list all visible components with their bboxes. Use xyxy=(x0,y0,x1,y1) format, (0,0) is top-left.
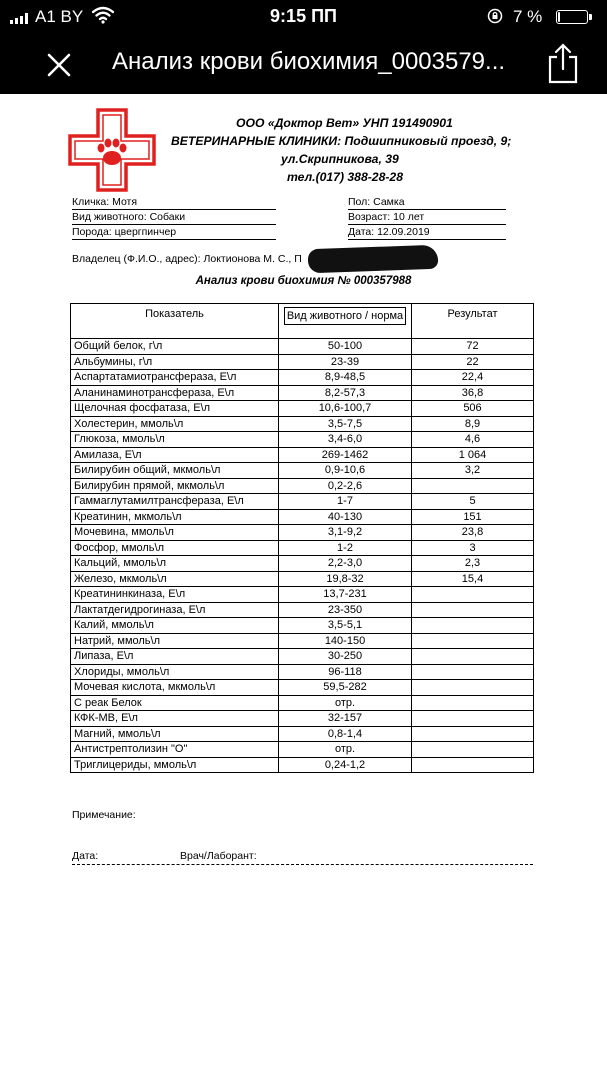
column-header xyxy=(279,304,412,339)
reference-norm: 30-250 xyxy=(279,649,412,665)
reference-norm: 3,1-9,2 xyxy=(279,525,412,541)
redaction-mark xyxy=(308,245,439,274)
result-value: 4,6 xyxy=(412,432,534,448)
table-row xyxy=(71,757,534,773)
reference-norm: отр. xyxy=(279,742,412,758)
reference-norm: 140-150 xyxy=(279,633,412,649)
results-table xyxy=(70,303,534,773)
reference-norm: 59,5-282 xyxy=(279,680,412,696)
result-value xyxy=(412,726,534,742)
result-value xyxy=(412,695,534,711)
result-value xyxy=(412,618,534,634)
reference-norm: 0,2-2,6 xyxy=(279,478,412,494)
table-row xyxy=(71,354,534,370)
indicator-name: Гаммаглутамилтрансфераза, Е\л xyxy=(71,494,279,510)
clock: 9:15 ПП xyxy=(270,6,337,26)
indicator-name: Общий белок, г\л xyxy=(71,339,279,355)
close-icon[interactable] xyxy=(42,48,76,82)
note-label: Примечание: xyxy=(72,809,136,821)
table-row xyxy=(71,478,534,494)
result-value xyxy=(412,742,534,758)
result-value xyxy=(412,680,534,696)
table-row xyxy=(71,649,534,665)
clinic-name: ООО «Доктор Вет» УНП 191490901 xyxy=(236,116,453,130)
table-row xyxy=(71,385,534,401)
result-value xyxy=(412,649,534,665)
indicator-name: Креатининкиназа, Е\л xyxy=(71,587,279,603)
battery-percent: 7 % xyxy=(513,7,543,26)
result-value: 23,8 xyxy=(412,525,534,541)
result-value: 506 xyxy=(412,401,534,417)
reference-norm: 96-118 xyxy=(279,664,412,680)
indicator-name: Хлориды, ммоль\л xyxy=(71,664,279,680)
reference-norm: 40-130 xyxy=(279,509,412,525)
indicator-name: Мочевина, ммоль\л xyxy=(71,525,279,541)
reference-norm: 3,5-7,5 xyxy=(279,416,412,432)
table-row xyxy=(71,602,534,618)
carrier-name: A1 BY xyxy=(35,7,84,26)
result-value: 8,9 xyxy=(412,416,534,432)
indicator-name: Амилаза, Е\л xyxy=(71,447,279,463)
status-bar xyxy=(0,0,607,34)
indicator-name: Фосфор, ммоль\л xyxy=(71,540,279,556)
result-value xyxy=(412,587,534,603)
table-row xyxy=(71,463,534,479)
signature-line xyxy=(72,864,533,865)
result-value: 1 064 xyxy=(412,447,534,463)
reference-norm: 10,6-100,7 xyxy=(279,401,412,417)
clinic-address-line: ВЕТЕРИНАРНЫЕ КЛИНИКИ: Подшипниковый проезд, 9; xyxy=(171,134,512,148)
result-value xyxy=(412,602,534,618)
reference-norm: 13,7-231 xyxy=(279,587,412,603)
indicator-name: Натрий, ммоль\л xyxy=(71,633,279,649)
doctor-label: Врач/Лаборант: xyxy=(180,850,257,862)
analysis-title: Анализ крови биохимия № 000357988 xyxy=(195,275,412,287)
result-value: 2,3 xyxy=(412,556,534,572)
pet-breed: Порода: цвергпинчер xyxy=(72,226,276,240)
indicator-name: Билирубин общий, мкмоль\л xyxy=(71,463,279,479)
reference-norm: 1-7 xyxy=(279,494,412,510)
table-row xyxy=(71,680,534,696)
indicator-name: Триглицериды, ммоль\л xyxy=(71,757,279,773)
table-row xyxy=(71,726,534,742)
indicator-name: КФК-МВ, Е\л xyxy=(71,711,279,727)
table-row xyxy=(71,432,534,448)
reference-norm: 23-39 xyxy=(279,354,412,370)
indicator-name: Липаза, Е\л xyxy=(71,649,279,665)
battery-icon xyxy=(556,10,588,24)
table-row xyxy=(71,742,534,758)
table-row xyxy=(71,571,534,587)
result-value: 72 xyxy=(412,339,534,355)
indicator-name: Железо, мкмоль\л xyxy=(71,571,279,587)
result-value xyxy=(412,633,534,649)
reference-norm: 8,2-57,3 xyxy=(279,385,412,401)
table-row xyxy=(71,416,534,432)
result-value: 5 xyxy=(412,494,534,510)
indicator-name: Глюкоза, ммоль\л xyxy=(71,432,279,448)
table-row xyxy=(71,540,534,556)
table-row xyxy=(71,618,534,634)
result-value: 22,4 xyxy=(412,370,534,386)
pet-species: Вид животного: Собаки xyxy=(72,211,276,225)
clinic-logo xyxy=(68,108,156,192)
clinic-phone: тел.(017) 388-28-28 xyxy=(287,170,403,184)
reference-norm: 0,8-1,4 xyxy=(279,726,412,742)
exam-date: Дата: 12.09.2019 xyxy=(348,226,506,240)
result-value: 15,4 xyxy=(412,571,534,587)
column-header: Результат xyxy=(412,304,534,339)
table-row xyxy=(71,711,534,727)
indicator-name: С реак Белок xyxy=(71,695,279,711)
indicator-name: Альбумины, г\л xyxy=(71,354,279,370)
table-row xyxy=(71,339,534,355)
reference-norm: 2,2-3,0 xyxy=(279,556,412,572)
result-value: 22 xyxy=(412,354,534,370)
clinic-header xyxy=(166,114,586,186)
document-title: Анализ крови биохимия_0003579... xyxy=(112,48,506,75)
table-body xyxy=(71,339,534,773)
reference-norm: 50-100 xyxy=(279,339,412,355)
table-row xyxy=(71,509,534,525)
norm-header-label: Вид животного / норма xyxy=(284,307,406,325)
indicator-name: Билирубин прямой, мкмоль\л xyxy=(71,478,279,494)
indicator-name: Лактатдегидрогиназа, Е\л xyxy=(71,602,279,618)
reference-norm: отр. xyxy=(279,695,412,711)
indicator-name: Магний, ммоль\л xyxy=(71,726,279,742)
reference-norm: 19,8-32 xyxy=(279,571,412,587)
table-row xyxy=(71,664,534,680)
table-row xyxy=(71,401,534,417)
reference-norm: 269-1462 xyxy=(279,447,412,463)
table-row xyxy=(71,494,534,510)
table-row xyxy=(71,633,534,649)
reference-norm: 3,5-5,1 xyxy=(279,618,412,634)
reference-norm: 32-157 xyxy=(279,711,412,727)
nav-bar xyxy=(0,34,607,94)
indicator-name: Антистрептолизин "О" xyxy=(71,742,279,758)
pet-age: Возраст: 10 лет xyxy=(348,211,506,225)
reference-norm: 0,9-10,6 xyxy=(279,463,412,479)
result-value: 151 xyxy=(412,509,534,525)
indicator-name: Мочевая кислота, мкмоль\л xyxy=(71,680,279,696)
table-row xyxy=(71,370,534,386)
battery-level xyxy=(558,12,560,22)
table-row xyxy=(71,447,534,463)
table-header-row xyxy=(71,304,534,339)
reference-norm: 1-2 xyxy=(279,540,412,556)
table-row xyxy=(71,587,534,603)
result-value xyxy=(412,664,534,680)
indicator-name: Креатинин, мкмоль\л xyxy=(71,509,279,525)
pet-sex: Пол: Самка xyxy=(348,196,506,210)
signature-date-label: Дата: xyxy=(72,850,99,862)
column-header: Показатель xyxy=(71,304,279,339)
indicator-name: Холестерин, ммоль\л xyxy=(71,416,279,432)
indicator-name: Аспартатамиотрансфераза, Е\л xyxy=(71,370,279,386)
indicator-name: Калий, ммоль\л xyxy=(71,618,279,634)
indicator-name: Аланинаминотрансфераза, Е\л xyxy=(71,385,279,401)
result-value xyxy=(412,478,534,494)
reference-norm: 0,24-1,2 xyxy=(279,757,412,773)
pet-name: Кличка: Мотя xyxy=(72,196,276,210)
reference-norm: 8,9-48,5 xyxy=(279,370,412,386)
reference-norm: 23-350 xyxy=(279,602,412,618)
reference-norm: 3,4-6,0 xyxy=(279,432,412,448)
share-icon[interactable] xyxy=(546,42,580,84)
document-page[interactable] xyxy=(0,94,607,1080)
table-row xyxy=(71,556,534,572)
result-value xyxy=(412,757,534,773)
table-row xyxy=(71,695,534,711)
indicator-name: Кальций, ммоль\л xyxy=(71,556,279,572)
result-value: 3,2 xyxy=(412,463,534,479)
table-row xyxy=(71,525,534,541)
result-value xyxy=(412,711,534,727)
result-value: 3 xyxy=(412,540,534,556)
clinic-address-line: ул.Скрипникова, 39 xyxy=(281,152,399,166)
result-value: 36,8 xyxy=(412,385,534,401)
orientation-lock-icon xyxy=(487,8,503,24)
indicator-name: Щелочная фосфатаза, Е\л xyxy=(71,401,279,417)
owner-info: Владелец (Ф.И.О., адрес): Локтионова М. С., П xyxy=(72,253,302,265)
